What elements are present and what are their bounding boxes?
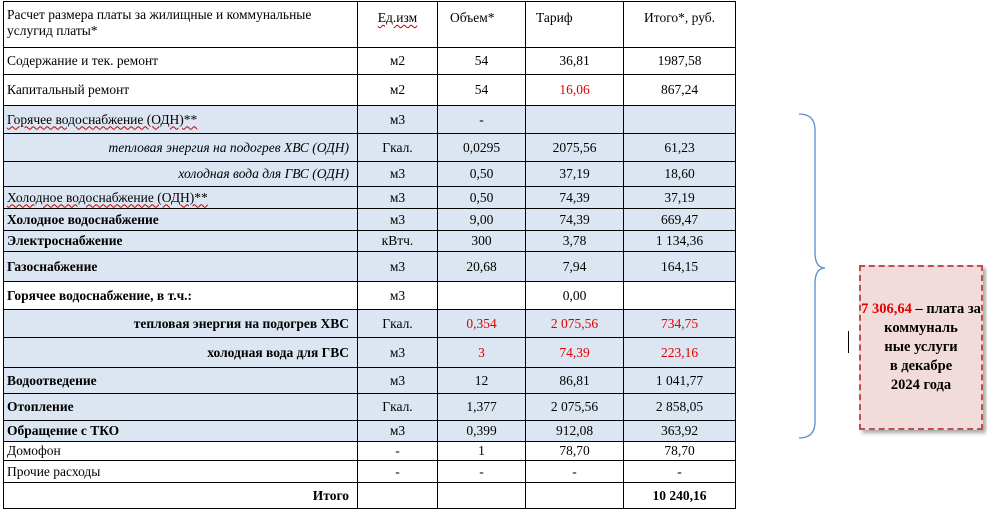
header-volume: Объем*: [438, 2, 526, 48]
table-row: [4, 48, 736, 75]
row-name: Прочие расходы: [4, 461, 358, 483]
row-name: Горячее водоснабжение, в т.ч.:: [4, 282, 358, 310]
row-tariff: 2 075,56: [526, 394, 624, 421]
row-tariff: 16,06: [526, 75, 624, 106]
row-tariff: 74,39: [526, 209, 624, 231]
total-empty-volume: [438, 483, 526, 509]
total-empty-unit: [358, 483, 438, 509]
row-unit: -: [358, 442, 438, 461]
callout-line-3: ные услуги: [884, 339, 958, 355]
row-tariff: 2075,56: [526, 134, 624, 162]
table-row: [4, 442, 736, 461]
total-value: 10 240,16: [624, 483, 736, 509]
row-volume: [438, 282, 526, 310]
row-volume: -: [438, 461, 526, 483]
header-name: Расчет размера платы за жилищные и коммунальные услугид платы*: [4, 2, 358, 48]
row-name: Обращение с ТКО: [4, 421, 358, 442]
row-name: Капитальный ремонт: [4, 75, 358, 106]
row-volume: 54: [438, 75, 526, 106]
row-total: 363,92: [624, 421, 736, 442]
row-total: 2 858,05: [624, 394, 736, 421]
row-volume: 12: [438, 368, 526, 394]
row-name: Холодное водоснабжение: [4, 209, 358, 231]
table-row: [4, 252, 736, 282]
table-row: [4, 231, 736, 252]
header-tariff: Тариф: [526, 2, 624, 48]
row-total: 164,15: [624, 252, 736, 282]
row-volume: 1: [438, 442, 526, 461]
callout-line-2: коммуналь: [884, 320, 958, 336]
row-volume: 0,50: [438, 187, 526, 209]
row-name: Горячее водоснабжение (ОДН)**: [4, 106, 358, 134]
row-total: 223,16: [624, 338, 736, 368]
total-row: [4, 483, 736, 509]
row-unit: Гкал.: [358, 394, 438, 421]
table-header-row: [4, 2, 736, 48]
row-tariff: 36,81: [526, 48, 624, 75]
row-volume: 1,377: [438, 394, 526, 421]
row-name: Домофон: [4, 442, 358, 461]
row-tariff: 78,70: [526, 442, 624, 461]
total-empty-tariff: [526, 483, 624, 509]
table-row: [4, 421, 736, 442]
table-row: [4, 106, 736, 134]
row-name: холодная вода для ГВС: [4, 338, 358, 368]
row-unit: Гкал.: [358, 134, 438, 162]
row-tariff: 0,00: [526, 282, 624, 310]
row-total: 867,24: [624, 75, 736, 106]
table-row: [4, 134, 736, 162]
row-total: 78,70: [624, 442, 736, 461]
row-tariff: 7,94: [526, 252, 624, 282]
row-volume: 20,68: [438, 252, 526, 282]
callout-first-line: [861, 300, 981, 319]
row-volume: 0,50: [438, 162, 526, 187]
row-total: 1 041,77: [624, 368, 736, 394]
row-total: 61,23: [624, 134, 736, 162]
row-volume: 0,0295: [438, 134, 526, 162]
row-unit: кВтч.: [358, 231, 438, 252]
row-total: 669,47: [624, 209, 736, 231]
table-row: [4, 162, 736, 187]
row-volume: 0,354: [438, 310, 526, 338]
row-tariff: [526, 106, 624, 134]
row-total: [624, 282, 736, 310]
row-unit: м3: [358, 162, 438, 187]
row-total: 1987,58: [624, 48, 736, 75]
table-row: [4, 209, 736, 231]
row-name: Газоснабжение: [4, 252, 358, 282]
row-total: -: [624, 461, 736, 483]
callout-amount: 7 306,64: [861, 301, 912, 317]
row-tariff: 74,39: [526, 338, 624, 368]
row-name: холодная вода для ГВС (ОДН): [4, 162, 358, 187]
summary-callout: [859, 265, 983, 430]
row-unit: м3: [358, 368, 438, 394]
row-tariff: 2 075,56: [526, 310, 624, 338]
table-row: [4, 187, 736, 209]
table-row: [4, 338, 736, 368]
row-unit: м2: [358, 75, 438, 106]
row-tariff: 74,39: [526, 187, 624, 209]
row-total: [624, 106, 736, 134]
row-volume: 0,399: [438, 421, 526, 442]
row-tariff: 37,19: [526, 162, 624, 187]
row-unit: м3: [358, 187, 438, 209]
row-unit: м3: [358, 338, 438, 368]
row-name: Содержание и тек. ремонт: [4, 48, 358, 75]
table-row: [4, 461, 736, 483]
row-total: 18,60: [624, 162, 736, 187]
row-name: Отопление: [4, 394, 358, 421]
row-tariff: 86,81: [526, 368, 624, 394]
row-unit: м3: [358, 421, 438, 442]
callout-line-5: 2024 года: [890, 377, 952, 393]
row-unit: м3: [358, 106, 438, 134]
row-unit: м3: [358, 209, 438, 231]
row-volume: 54: [438, 48, 526, 75]
row-total: 734,75: [624, 310, 736, 338]
callout-line-4: в декабре: [889, 358, 953, 374]
curly-brace: [797, 112, 827, 440]
row-unit: м3: [358, 282, 438, 310]
row-name: Водоотведение: [4, 368, 358, 394]
total-label: Итого: [4, 483, 358, 509]
table-row: [4, 310, 736, 338]
text-cursor-mark: [848, 331, 849, 353]
row-name: Холодное водоснабжение (ОДН)**: [4, 187, 358, 209]
row-name: тепловая энергия на подогрев ХВС: [4, 310, 358, 338]
table-row: [4, 394, 736, 421]
callout-line-1: – плата за: [915, 301, 981, 317]
row-total: 1 134,36: [624, 231, 736, 252]
row-unit: м3: [358, 252, 438, 282]
row-volume: 300: [438, 231, 526, 252]
row-tariff: 912,08: [526, 421, 624, 442]
row-volume: 9,00: [438, 209, 526, 231]
row-tariff: 3,78: [526, 231, 624, 252]
header-total: Итого*, руб.: [624, 2, 736, 48]
row-total: 37,19: [624, 187, 736, 209]
table-row: [4, 282, 736, 310]
row-name: тепловая энергия на подогрев ХВС (ОДН): [4, 134, 358, 162]
table-row: [4, 75, 736, 106]
row-volume: -: [438, 106, 526, 134]
table-row: [4, 368, 736, 394]
row-tariff: -: [526, 461, 624, 483]
utility-fee-table: [3, 1, 736, 509]
row-volume: 3: [438, 338, 526, 368]
header-unit: Ед.изм: [358, 2, 438, 48]
row-unit: Гкал.: [358, 310, 438, 338]
row-name: Электроснабжение: [4, 231, 358, 252]
row-unit: -: [358, 461, 438, 483]
row-unit: м2: [358, 48, 438, 75]
